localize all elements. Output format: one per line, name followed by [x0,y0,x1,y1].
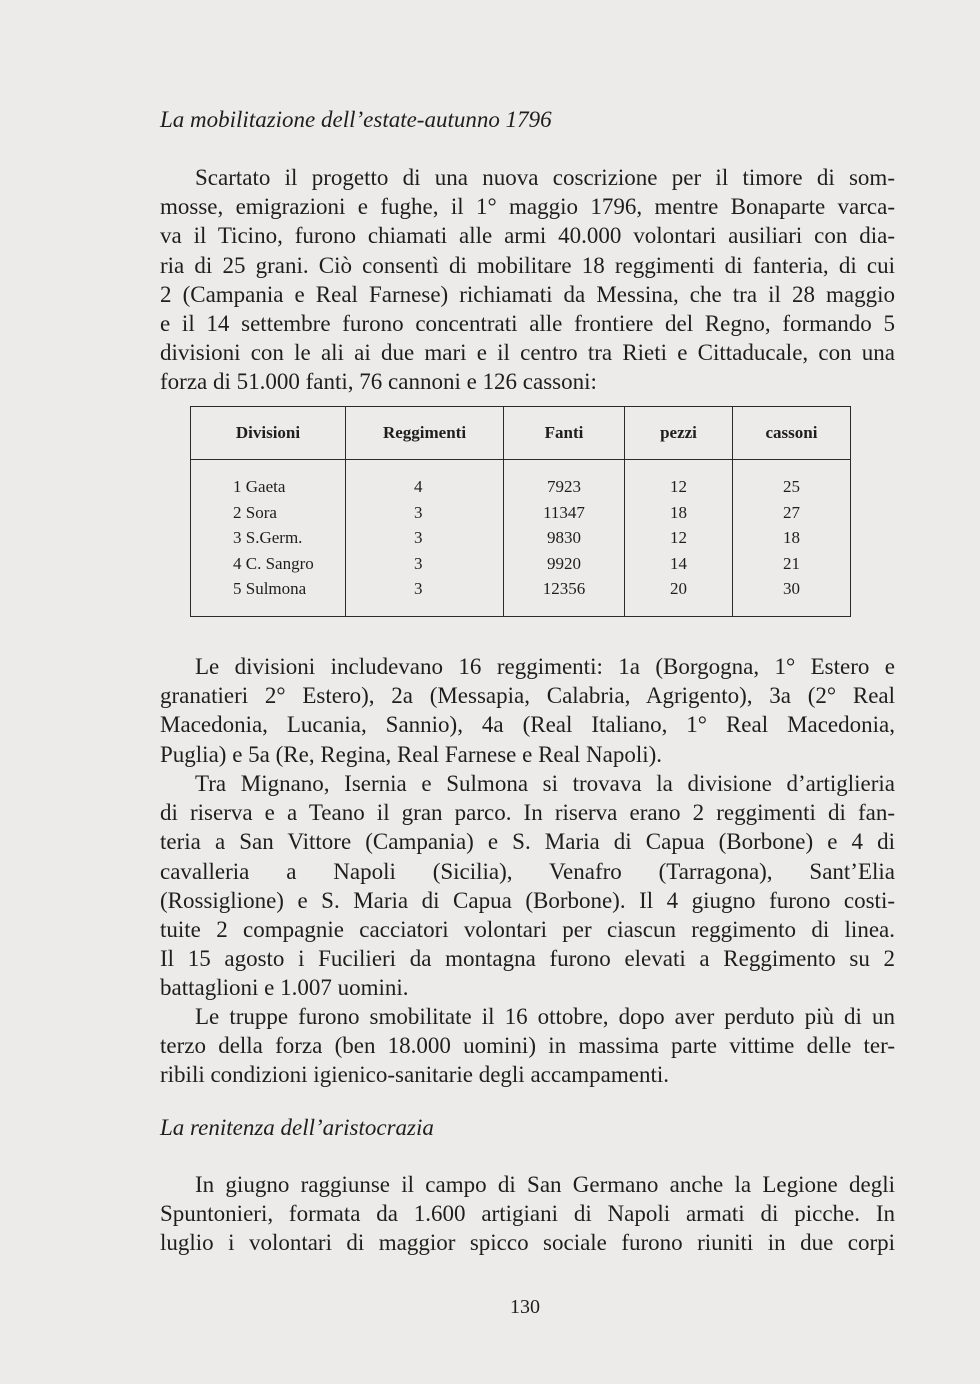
paragraph-spuntonieri [160,1170,895,1258]
paragraph-intro [160,163,895,397]
cell-regiments: 3 [346,500,504,526]
header-reggimenti: Reggimenti [346,407,504,460]
text-line: Scartato il progetto di una nuova coscrizione per il timore di som- [195,165,895,190]
section-heading: La renitenza dell’aristocrazia [160,1115,434,1140]
table-header-row [191,407,851,460]
cell-division: 1 Gaeta [191,460,346,500]
text-line: Le truppe furono smobilitate il 16 ottobre, dopo aver perduto più di un [195,1004,895,1029]
text-line: Puglia) e 5a (Re, Regina, Real Farnese e Real Napoli). [160,741,663,767]
text-line: granatieri 2° Estero), 2a (Messapia, Calabria, Agrigento), 3a (2° Real [160,683,895,709]
text-line: terzo della forza (ben 18.000 uomini) in massima parte vittime delle ter- [160,1033,895,1059]
table-row [191,525,851,551]
table-row [191,500,851,526]
cell-regiments: 4 [346,460,504,500]
text-line: Macedonia, Lucania, Sannio), 4a (Real Italiano, 1° Real Macedonia, [160,712,895,738]
text-line: va il Ticino, furono chiamati alle armi 40.000 volontari ausiliari con dia- [160,223,895,249]
table-row [191,576,851,616]
header-divisioni: Divisioni [191,407,346,460]
text-line: Il 15 agosto i Fucilieri da montagna furono elevati a Reggimento su 2 [160,946,895,972]
cell-guns: 18 [625,500,733,526]
text-line: ribili condizioni igienico-sanitarie degli accampamenti. [160,1062,670,1088]
header-fanti: Fanti [504,407,625,460]
text-line: divisioni con le ali ai due mari e il centro tra Rieti e Cittaducale, con una [160,340,895,366]
text-line: mosse, emigrazioni e fughe, il 1° maggio 1796, mentre Bonaparte varca- [160,194,895,220]
cell-infantry: 7923 [504,460,625,500]
paragraph-divisions [160,652,895,769]
cell-guns: 14 [625,551,733,577]
text-line: e il 14 settembre furono concentrati alle frontiere del Regno, formando 5 [160,311,895,337]
text-line: battaglioni e 1.007 uomini. [160,975,409,1001]
cell-infantry: 9830 [504,525,625,551]
cell-guns: 12 [625,460,733,500]
page-number: 130 [510,1296,540,1318]
table-row [191,460,851,500]
text-line: cavalleria a Napoli (Sicilia), Venafro (Tarragona), Sant’Elia [160,858,895,884]
section-heading: La mobilitazione dell’estate-autunno 1796 [160,107,552,132]
header-cassoni: cassoni [733,407,851,460]
paragraph-demobilization [160,1002,895,1090]
text-line: forza di 51.000 fanti, 76 cannoni e 126 cassoni: [160,369,597,395]
text-line: Le divisioni includevano 16 reggimenti: 1a (Borgogna, 1° Estero e [195,654,895,679]
table-row [191,551,851,577]
cell-caissons: 18 [733,525,851,551]
cell-division: 5 Sulmona [191,576,346,616]
text-line: teria a San Vittore (Campania) e S. Maria di Capua (Borbone) e 4 di [160,829,895,855]
text-line: Tra Mignano, Isernia e Sulmona si trovava la divisione d’artiglieria [195,771,895,796]
cell-guns: 20 [625,576,733,616]
cell-division: 4 C. Sangro [191,551,346,577]
cell-regiments: 3 [346,525,504,551]
text-line: luglio i volontari di maggior spicco sociale furono riuniti in due corpi [160,1230,895,1256]
cell-guns: 12 [625,525,733,551]
text-line: tuite 2 compagnie cacciatori volontari per ciascun reggimento di linea. [160,917,895,943]
cell-division: 3 S.Germ. [191,525,346,551]
header-pezzi: pezzi [625,407,733,460]
cell-infantry: 11347 [504,500,625,526]
cell-caissons: 30 [733,576,851,616]
text-line: ria di 25 grani. Ciò consentì di mobilitare 18 reggimenti di fanteria, di cui [160,252,895,278]
cell-caissons: 25 [733,460,851,500]
text-line: Spuntonieri, formata da 1.600 artigiani di Napoli armati di picche. In [160,1201,895,1227]
text-line: In giugno raggiunse il campo di San Germano anche la Legione degli [195,1172,895,1197]
divisions-table [190,406,850,614]
cell-infantry: 9920 [504,551,625,577]
cell-caissons: 21 [733,551,851,577]
text-line: di riserva e a Teano il gran parco. In riserva erano 2 reggimenti di fan- [160,800,895,826]
cell-regiments: 3 [346,551,504,577]
text-line: (Rossiglione) e S. Maria di Capua (Borbone). Il 4 giugno furono costi- [160,887,895,913]
cell-infantry: 12356 [504,576,625,616]
cell-regiments: 3 [346,576,504,616]
paragraph-reserve [160,769,895,1003]
text-line: 2 (Campania e Real Farnese) richiamati da Messina, che tra il 28 maggio [160,281,895,307]
cell-caissons: 27 [733,500,851,526]
cell-division: 2 Sora [191,500,346,526]
